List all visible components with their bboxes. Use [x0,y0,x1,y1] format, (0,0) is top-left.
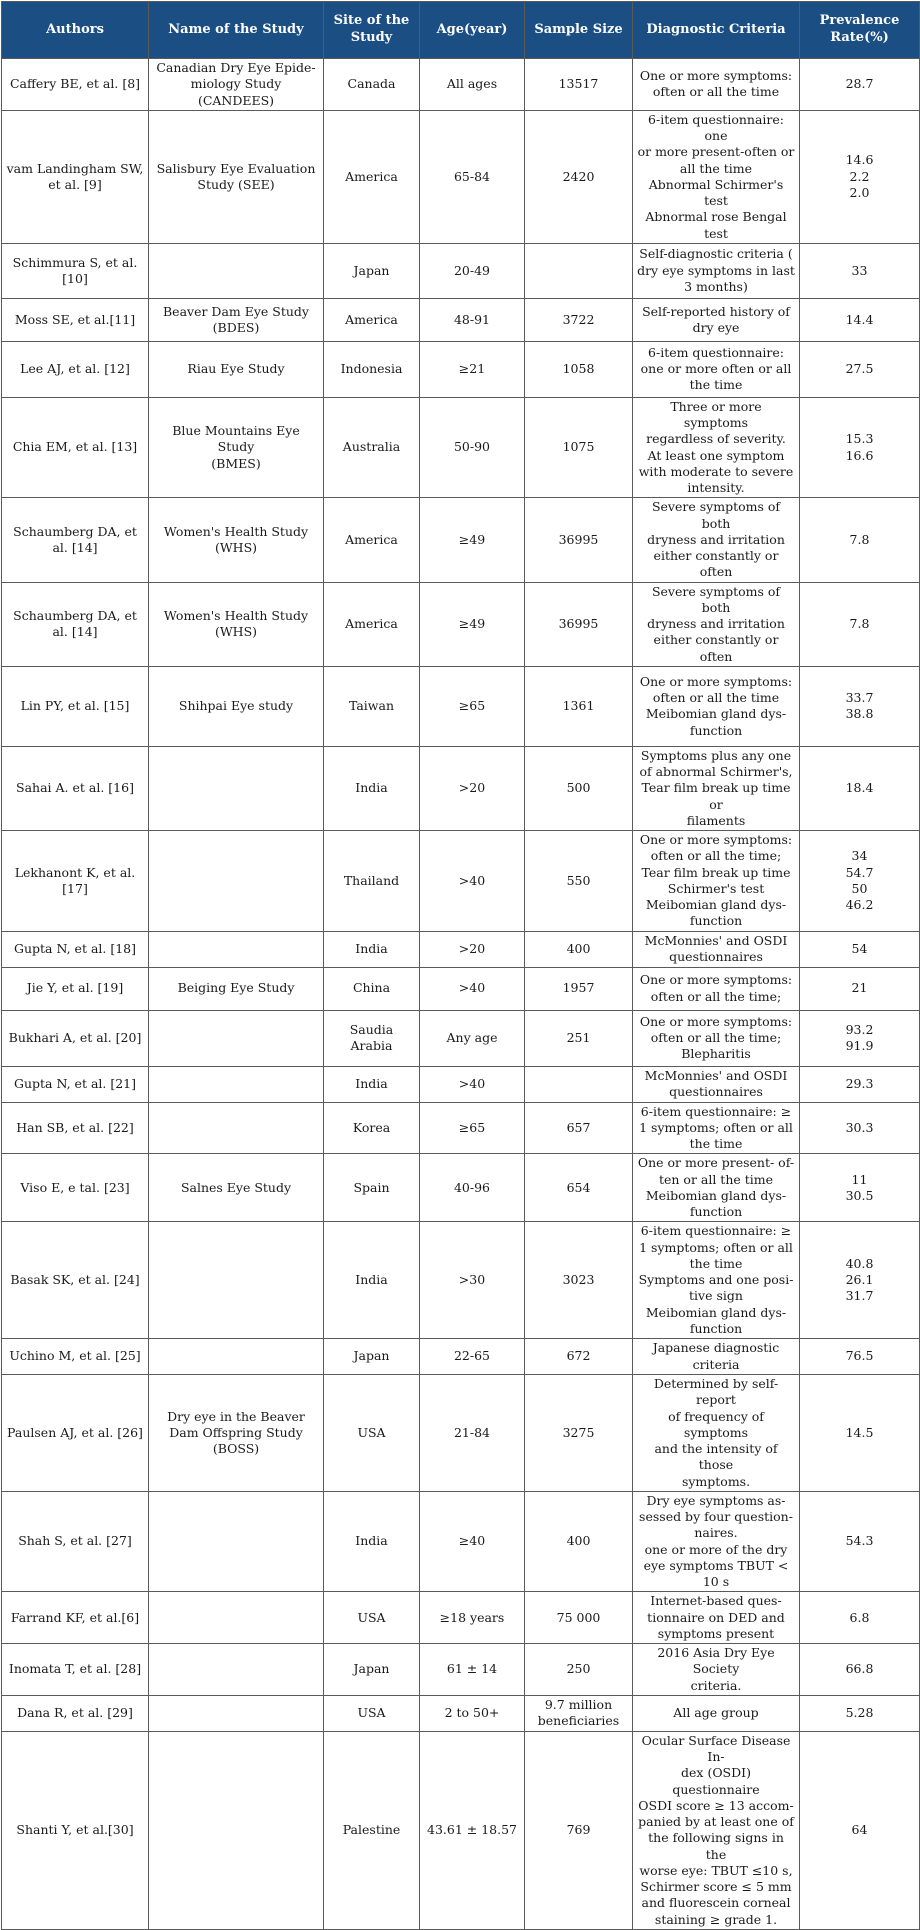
cell-site: America [324,498,420,582]
cell-authors: Jie Y, et al. [19] [2,967,149,1010]
cell-diagnostic-criteria: Japanese diagnostic criteria [633,1339,800,1375]
cell-authors: Gupta N, et al. [18] [2,931,149,967]
cell-prevalence: 21 [800,967,920,1010]
cell-authors: Viso E, e tal. [23] [2,1154,149,1222]
cell-prevalence: 33.7 38.8 [800,666,920,746]
cell-authors: Farrand KF, et al.[6] [2,1592,149,1644]
cell-sample-size [525,243,633,298]
cell-age: >30 [420,1222,525,1339]
cell-authors: Bukhari A, et al. [20] [2,1010,149,1066]
cell-authors: Dana R, et al. [29] [2,1695,149,1731]
header-authors: Authors [2,2,149,59]
cell-sample-size: 13517 [525,59,633,111]
table-row [2,1222,920,1339]
cell-site: India [324,1066,420,1102]
cell-study-name: Shihpai Eye study [149,666,324,746]
cell-sample-size: 36995 [525,582,633,666]
table-row [2,931,920,967]
cell-sample-size: 2420 [525,110,633,243]
cell-diagnostic-criteria: Ocular Surface Disease In- dex (OSDI) questionnaire OSDI score ≥ 13 accom- panied by at least one of the following signs in the worse eye: TBUT ≤10 s, Schirmer score ≤ 5 mm and fluorescein corneal staining ≥ grade 1. [633,1731,800,1929]
cell-prevalence: 76.5 [800,1339,920,1375]
cell-site: India [324,1491,420,1592]
cell-site: Canada [324,59,420,111]
cell-sample-size: 500 [525,746,633,830]
cell-authors: Lee AJ, et al. [12] [2,341,149,397]
cell-site: USA [324,1375,420,1492]
cell-site: Taiwan [324,666,420,746]
cell-sample-size: 9.7 million beneficiaries [525,1695,633,1731]
cell-study-name [149,1731,324,1929]
cell-sample-size: 657 [525,1102,633,1154]
cell-study-name: Beaver Dam Eye Study (BDES) [149,298,324,341]
cell-diagnostic-criteria: Severe symptoms of both dryness and irritation either constantly or often [633,582,800,666]
cell-prevalence: 14.5 [800,1375,920,1492]
cell-study-name [149,1010,324,1066]
cell-site: Palestine [324,1731,420,1929]
cell-prevalence: 11 30.5 [800,1154,920,1222]
cell-study-name [149,1222,324,1339]
table-row [2,1731,920,1929]
cell-study-name: Beiging Eye Study [149,967,324,1010]
cell-site: Australia [324,397,420,498]
cell-age: >20 [420,746,525,830]
cell-age: >40 [420,831,525,932]
cell-sample-size: 36995 [525,498,633,582]
cell-site: USA [324,1592,420,1644]
cell-site: Japan [324,243,420,298]
cell-diagnostic-criteria: 6-item questionnaire: one or more present-often or all the time Abnormal Schirmer's test Abnormal rose Bengal test [633,110,800,243]
cell-prevalence: 54 [800,931,920,967]
cell-study-name [149,1644,324,1696]
table-row [2,1339,920,1375]
cell-authors: Gupta N, et al. [21] [2,1066,149,1102]
cell-site: India [324,746,420,830]
table-row [2,397,920,498]
cell-diagnostic-criteria: 6-item questionnaire: ≥ 1 symptoms; often or all the time Symptoms and one posi- tive sign Meibomian gland dys- function [633,1222,800,1339]
cell-prevalence: 14.6 2.2 2.0 [800,110,920,243]
cell-age: ≥21 [420,341,525,397]
cell-site: India [324,931,420,967]
cell-authors: Sahai A. et al. [16] [2,746,149,830]
table-row [2,1154,920,1222]
cell-age: 21-84 [420,1375,525,1492]
cell-prevalence: 6.8 [800,1592,920,1644]
cell-prevalence: 40.8 26.1 31.7 [800,1222,920,1339]
cell-prevalence: 64 [800,1731,920,1929]
cell-study-name: Salisbury Eye Evaluation Study (SEE) [149,110,324,243]
cell-age: 40-96 [420,1154,525,1222]
table-row [2,110,920,243]
cell-sample-size: 75 000 [525,1592,633,1644]
cell-diagnostic-criteria: One or more present- of- ten or all the time Meibomian gland dys- function [633,1154,800,1222]
cell-site: USA [324,1695,420,1731]
cell-study-name [149,746,324,830]
cell-prevalence: 7.8 [800,498,920,582]
cell-study-name [149,831,324,932]
header-row [2,2,920,59]
cell-authors: Uchino M, et al. [25] [2,1339,149,1375]
cell-authors: Caffery BE, et al. [8] [2,59,149,111]
cell-diagnostic-criteria: McMonnies' and OSDI questionnaires [633,931,800,967]
cell-age: 50-90 [420,397,525,498]
cell-sample-size: 1361 [525,666,633,746]
cell-site: America [324,110,420,243]
cell-authors: Basak SK, et al. [24] [2,1222,149,1339]
table-row [2,831,920,932]
cell-authors: Chia EM, et al. [13] [2,397,149,498]
cell-sample-size: 769 [525,1731,633,1929]
cell-age: All ages [420,59,525,111]
cell-diagnostic-criteria: One or more symptoms: often or all the time; [633,967,800,1010]
cell-diagnostic-criteria: One or more symptoms: often or all the time Meibomian gland dys- function [633,666,800,746]
cell-authors: Moss SE, et al.[11] [2,298,149,341]
cell-diagnostic-criteria: McMonnies' and OSDI questionnaires [633,1066,800,1102]
cell-prevalence: 27.5 [800,341,920,397]
table-row [2,298,920,341]
table-row [2,1491,920,1592]
cell-sample-size: 3722 [525,298,633,341]
cell-site: Japan [324,1644,420,1696]
cell-diagnostic-criteria: 6-item questionnaire: ≥ 1 symptoms; often or all the time [633,1102,800,1154]
table-row [2,1592,920,1644]
cell-prevalence: 14.4 [800,298,920,341]
header-diagnostic-criteria: Diagnostic Criteria [633,2,800,59]
cell-diagnostic-criteria: All age group [633,1695,800,1731]
prevalence-studies-table [1,1,920,1930]
cell-study-name [149,1491,324,1592]
cell-site: China [324,967,420,1010]
cell-age: 2 to 50+ [420,1695,525,1731]
table-row [2,1695,920,1731]
cell-age: ≥65 [420,666,525,746]
cell-site: Saudia Arabia [324,1010,420,1066]
cell-authors: Shah S, et al. [27] [2,1491,149,1592]
cell-sample-size: 1957 [525,967,633,1010]
cell-prevalence: 54.3 [800,1491,920,1592]
cell-authors: Lekhanont K, et al. [17] [2,831,149,932]
cell-age: 20-49 [420,243,525,298]
cell-study-name: Riau Eye Study [149,341,324,397]
table-row [2,1010,920,1066]
cell-sample-size: 250 [525,1644,633,1696]
cell-diagnostic-criteria: Self-diagnostic criteria ( dry eye symptoms in last 3 months) [633,243,800,298]
cell-study-name [149,1695,324,1731]
cell-diagnostic-criteria: 2016 Asia Dry Eye Society criteria. [633,1644,800,1696]
cell-age: 65-84 [420,110,525,243]
cell-authors: Shanti Y, et al.[30] [2,1731,149,1929]
cell-diagnostic-criteria: Symptoms plus any one of abnormal Schirmer's, Tear film break up time or filaments [633,746,800,830]
cell-sample-size: 654 [525,1154,633,1222]
cell-age: ≥40 [420,1491,525,1592]
header-site: Site of the Study [324,2,420,59]
cell-age: >40 [420,1066,525,1102]
table-row [2,1375,920,1492]
cell-sample-size: 251 [525,1010,633,1066]
cell-diagnostic-criteria: Three or more symptoms regardless of severity. At least one symptom with moderate to severe intensity. [633,397,800,498]
table-row [2,243,920,298]
table-row [2,582,920,666]
cell-age: Any age [420,1010,525,1066]
cell-prevalence: 33 [800,243,920,298]
header-sample-size: Sample Size [525,2,633,59]
cell-authors: Lin PY, et al. [15] [2,666,149,746]
cell-study-name: Dry eye in the Beaver Dam Offspring Study (BOSS) [149,1375,324,1492]
cell-authors: Inomata T, et al. [28] [2,1644,149,1696]
cell-age: 48-91 [420,298,525,341]
cell-diagnostic-criteria: One or more symptoms: often or all the time; Blepharitis [633,1010,800,1066]
table-row [2,498,920,582]
cell-prevalence: 30.3 [800,1102,920,1154]
cell-prevalence: 15.3 16.6 [800,397,920,498]
cell-diagnostic-criteria: Dry eye symptoms as- sessed by four question- naires. one or more of the dry eye symptoms TBUT < 10 s [633,1491,800,1592]
cell-study-name [149,1102,324,1154]
cell-authors: vam Landingham SW, et al. [9] [2,110,149,243]
header-prevalence: Prevalence Rate(%) [800,2,920,59]
cell-sample-size: 400 [525,931,633,967]
cell-site: America [324,298,420,341]
cell-diagnostic-criteria: One or more symptoms: often or all the time [633,59,800,111]
table-row [2,967,920,1010]
table-row [2,1066,920,1102]
cell-age: ≥65 [420,1102,525,1154]
cell-age: ≥49 [420,582,525,666]
cell-study-name: Canadian Dry Eye Epide- miology Study (CANDEES) [149,59,324,111]
cell-age: 61 ± 14 [420,1644,525,1696]
cell-site: Spain [324,1154,420,1222]
cell-study-name: Women's Health Study (WHS) [149,498,324,582]
cell-age: 43.61 ± 18.57 [420,1731,525,1929]
table-row [2,341,920,397]
cell-prevalence: 93.2 91.9 [800,1010,920,1066]
table-row [2,59,920,111]
cell-age: >40 [420,967,525,1010]
cell-site: Japan [324,1339,420,1375]
cell-age: ≥18 years [420,1592,525,1644]
cell-prevalence: 5.28 [800,1695,920,1731]
cell-authors: Han SB, et al. [22] [2,1102,149,1154]
cell-site: India [324,1222,420,1339]
cell-study-name [149,1066,324,1102]
cell-prevalence: 7.8 [800,582,920,666]
cell-sample-size: 400 [525,1491,633,1592]
table-row [2,1644,920,1696]
cell-study-name [149,1592,324,1644]
header-age: Age(year) [420,2,525,59]
table-row [2,666,920,746]
cell-diagnostic-criteria: Severe symptoms of both dryness and irritation either constantly or often [633,498,800,582]
cell-prevalence: 28.7 [800,59,920,111]
table-row [2,1102,920,1154]
cell-study-name [149,931,324,967]
cell-site: America [324,582,420,666]
cell-diagnostic-criteria: Self-reported history of dry eye [633,298,800,341]
cell-sample-size: 1058 [525,341,633,397]
cell-diagnostic-criteria: Determined by self-report of frequency of symptoms and the intensity of those symptoms. [633,1375,800,1492]
cell-sample-size: 3023 [525,1222,633,1339]
cell-sample-size [525,1066,633,1102]
cell-study-name: Salnes Eye Study [149,1154,324,1222]
cell-study-name: Women's Health Study (WHS) [149,582,324,666]
header-study-name: Name of the Study [149,2,324,59]
cell-age: >20 [420,931,525,967]
cell-prevalence: 66.8 [800,1644,920,1696]
cell-authors: Paulsen AJ, et al. [26] [2,1375,149,1492]
cell-site: Korea [324,1102,420,1154]
cell-sample-size: 3275 [525,1375,633,1492]
cell-study-name: Blue Mountains Eye Study (BMES) [149,397,324,498]
cell-diagnostic-criteria: One or more symptoms: often or all the time; Tear film break up time Schirmer's test Meibomian gland dys- function [633,831,800,932]
cell-study-name [149,1339,324,1375]
cell-site: Thailand [324,831,420,932]
cell-prevalence: 29.3 [800,1066,920,1102]
cell-sample-size: 672 [525,1339,633,1375]
table-row [2,746,920,830]
cell-study-name [149,243,324,298]
cell-diagnostic-criteria: 6-item questionnaire: one or more often or all the time [633,341,800,397]
cell-site: Indonesia [324,341,420,397]
cell-prevalence: 34 54.7 50 46.2 [800,831,920,932]
cell-age: 22-65 [420,1339,525,1375]
cell-prevalence: 18.4 [800,746,920,830]
cell-authors: Schaumberg DA, et al. [14] [2,582,149,666]
cell-sample-size: 550 [525,831,633,932]
cell-authors: Schaumberg DA, et al. [14] [2,498,149,582]
cell-diagnostic-criteria: Internet-based ques- tionnaire on DED and symptoms present [633,1592,800,1644]
cell-sample-size: 1075 [525,397,633,498]
cell-age: ≥49 [420,498,525,582]
cell-authors: Schimmura S, et al. [10] [2,243,149,298]
